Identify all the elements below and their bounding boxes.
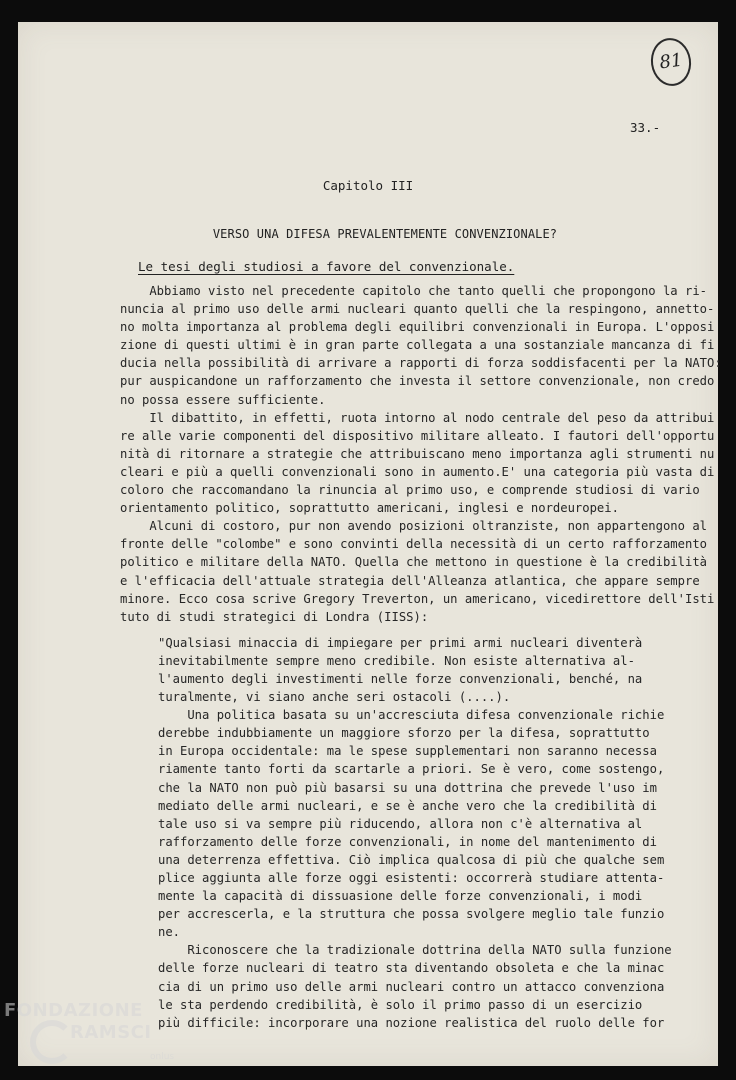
handwritten-page-annotation: 81 (648, 35, 694, 88)
quote-line: più difficile: incorporare una nozione realistica del ruolo delle for (158, 1015, 665, 1030)
quote-line: mediato delle armi nucleari, e se è anche vero che la credibilità di (158, 798, 657, 813)
quote-line: rafforzamento delle forze convenzionali, in nome del mantenimento di (158, 834, 657, 849)
quote-line: Una politica basata su un'accresciuta difesa convenzionale richie (158, 708, 665, 723)
quote-line: plice aggiunta alle forze oggi esistenti: occorrerà studiare attenta- (158, 871, 665, 885)
text-line: politico e militare della NATO. Quella che mettono in questione è la credibilità (120, 555, 707, 570)
text-line: pur auspicandone un rafforzamento che investa il settore convenzionale, non credo (120, 374, 715, 389)
quote-line: in Europa occidentale: ma le spese supplementari non saranno necessa (158, 744, 657, 759)
text-line: Alcuni di costoro, pur non avendo posizioni oltranziste, non appartengono al (120, 519, 707, 534)
watermark-line-3: onlus (150, 1052, 175, 1062)
text-line: coloro che raccomandano la rinuncia al primo uso, e comprende studiosi di vario (120, 483, 700, 498)
quote-line: una deterrenza effettiva. Ciò implica qualcosa di più che qualche sem (158, 852, 665, 867)
text-line: zione di questi ultimi è in gran parte collegata a una sostanziale mancanza di fi (120, 338, 715, 353)
quote-line: derebbe indubbiamente un maggiore sforzo per la difesa, soprattutto (158, 726, 650, 741)
quote-line: tale uso si va sempre più riducendo, allora non c'è alternativa al (158, 816, 643, 831)
chapter-heading: Capitolo III (322, 178, 414, 193)
text-line: orientamento politico, soprattutto americani, inglesi e nordeuropei. (120, 501, 619, 516)
text-line: no molta importanza al problema degli equilibri convenzionali in Europa. L'opposi (120, 320, 715, 335)
quote-line: "Qualsiasi minaccia di impiegare per primi armi nucleari diventerà (158, 635, 643, 650)
quote-line: l'aumento degli investimenti nelle forze convenzionali, benché, na (158, 671, 643, 686)
chapter-title: VERSO UNA DIFESA PREVALENTEMENTE CONVENZIONALE? (212, 227, 558, 241)
quote-line: le sta perdendo credibilità, è solo il primo passo di un esercizio (158, 997, 643, 1012)
fondazione-gramsci-watermark (4, 1000, 204, 1080)
quote-line: turalmente, vi siano anche seri ostacoli (....). (158, 690, 511, 705)
text-line: ducia nella possibilità di arrivare a rapporti di forza soddisfacenti per la NATO: (120, 356, 722, 371)
body-text (120, 282, 722, 1032)
text-line: tuto di studi strategici di Londra (IISS): (120, 609, 429, 624)
text-line: nuncia al primo uso delle armi nucleari quanto quelli che la respingono, annetto- (120, 302, 715, 317)
watermark-line-1: FONDAZIONE (4, 1000, 143, 1021)
text-line: fronte delle "colombe" e sono convinti della necessità di un certo rafforzamento (120, 537, 707, 552)
text-line: re alle varie componenti del dispositivo militare alleato. I fautori dell'opportu (120, 428, 715, 443)
page-number: 33.- (630, 120, 661, 135)
quote-line: riamente tanto forti da scartarle a priori. Se è vero, come sostengo, (158, 762, 665, 777)
quote-line: Riconoscere che la tradizionale dottrina della NATO sulla funzione (158, 943, 672, 958)
quote-line: cia di un primo uso delle armi nucleari contro un attacco convenziona (158, 979, 665, 994)
watermark-line-2: RAMSCI (70, 1022, 152, 1043)
text-line: minore. Ecco cosa scrive Gregory Treverton, un americano, vicedirettore dell'Isti (120, 591, 715, 606)
block-quote (120, 634, 672, 1032)
quote-line: che la NATO non può più basarsi su una dottrina che prevede l'uso im (158, 780, 657, 795)
quote-line: per accrescerla, e la struttura che possa svolgere meglio tale funzio (158, 907, 665, 922)
section-subtitle: Le tesi degli studiosi a favore del convenzionale. (138, 259, 515, 274)
quote-line: mente la capacità di dissuasione delle forze convenzionali, i modi (158, 889, 643, 904)
text-line: Il dibattito, in effetti, ruota intorno al nodo centrale del peso da attribui (120, 410, 715, 425)
text-line: Abbiamo visto nel precedente capitolo che tanto quelli che propongono la ri- (120, 284, 707, 298)
quote-line: delle forze nucleari di teatro sta diventando obsoleta e che la minac (158, 961, 665, 976)
quote-line: inevitabilmente sempre meno credibile. Non esiste alternativa al- (158, 653, 635, 668)
text-line: cleari e più a quelli convenzionali sono in aumento.E' una categoria più vasta di (120, 464, 715, 479)
quote-line: ne. (158, 925, 181, 940)
text-line: nità di ritornare a strategie che attribuiscano meno importanza agli strumenti nu (120, 446, 715, 461)
gramsci-logo-g-icon (30, 1020, 74, 1064)
text-line: no possa essere sufficiente. (120, 392, 326, 407)
text-line: e l'efficacia dell'attuale strategia dell'Alleanza atlantica, che appare sempre (120, 573, 700, 588)
